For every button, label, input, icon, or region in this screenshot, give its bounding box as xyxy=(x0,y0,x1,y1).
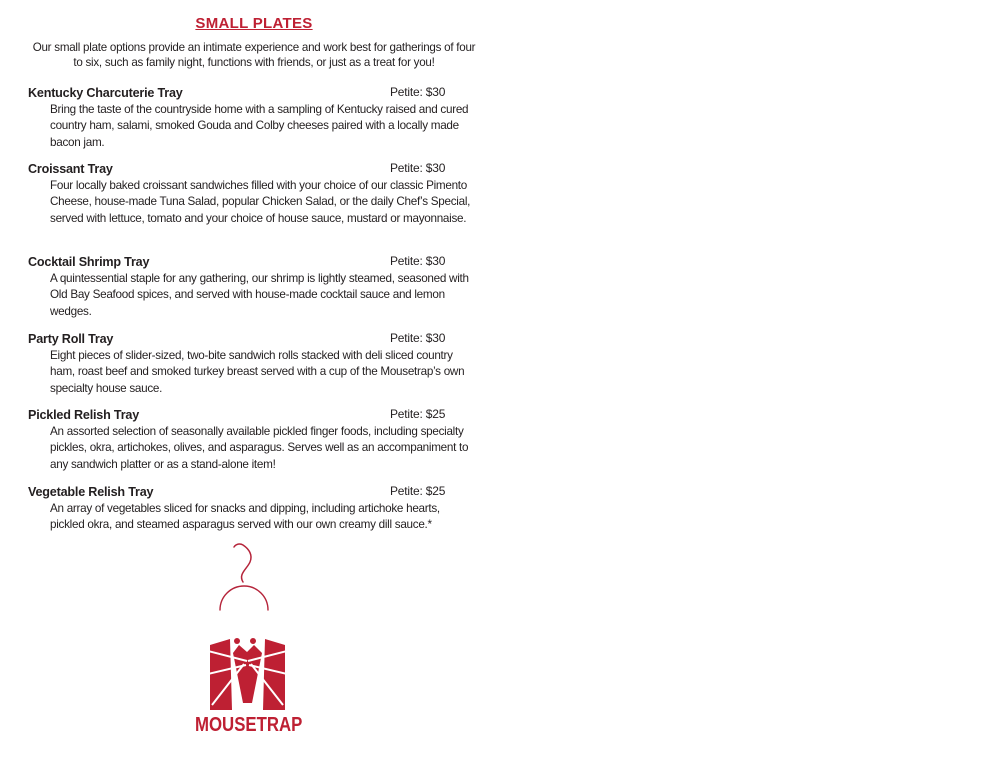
item-price: Petite: $30 xyxy=(390,331,446,345)
item-header xyxy=(28,330,480,346)
menu-item-vegetable-relish-tray xyxy=(28,483,480,534)
item-header xyxy=(28,160,480,176)
item-description: Eight pieces of slider-sized, two-bite sandwich rolls stacked with deli sliced country ham, roast beef and smoked turkey breast served with a cup of the Mousetrap’s own specialty house sauce. xyxy=(50,349,465,395)
item-header xyxy=(28,406,480,422)
item-description: An assorted selection of seasonally available pickled finger foods, including specialty pickles, okra, artichokes, olives, and asparagus. Serves well as an accompaniment to any sandwich platter or as a stand-alone item! xyxy=(50,425,469,471)
item-price: Petite: $30 xyxy=(390,85,446,99)
item-name: Party Roll Tray xyxy=(28,332,114,346)
item-name: Cocktail Shrimp Tray xyxy=(28,255,150,269)
section-title: SMALL PLATES xyxy=(195,15,313,32)
item-price: Petite: $25 xyxy=(390,484,446,498)
menu-item-pickled-relish-tray xyxy=(28,406,480,473)
mouse-m-monogram-icon xyxy=(210,637,285,710)
item-description: Four locally baked croissant sandwiches filled with your choice of our classic Pimento Cheese, house-made Tuna Salad, popular Chicken Salad, or the daily Chef’s Special, served with lettuce, tomato and your choice of house sauce, mustard or mayonnaise. xyxy=(50,179,471,225)
item-price: Petite: $30 xyxy=(390,161,446,175)
item-price: Petite: $30 xyxy=(390,254,446,268)
menu-item-party-roll-tray xyxy=(28,330,480,397)
item-name: Kentucky Charcuterie Tray xyxy=(28,86,183,100)
intro-text: Our small plate options provide an intimate experience and work best for gatherings of four to six, such as family night, functions with friends, or just as a treat for you! xyxy=(32,41,476,69)
item-description: Bring the taste of the countryside home with a sampling of Kentucky raised and cured country ham, salami, smoked Gouda and Colby cheeses paired with a locally made bacon jam. xyxy=(50,103,469,149)
menu-item-croissant-tray xyxy=(28,160,480,227)
menu-item-cocktail-shrimp-tray xyxy=(28,253,480,320)
item-header xyxy=(28,483,480,499)
item-header xyxy=(28,253,480,269)
item-name: Vegetable Relish Tray xyxy=(28,485,154,499)
item-header xyxy=(28,84,480,100)
menu-item-kentucky-charcuterie-tray xyxy=(28,84,480,151)
item-price: Petite: $25 xyxy=(390,407,446,421)
item-name: Croissant Tray xyxy=(28,162,113,176)
item-name: Pickled Relish Tray xyxy=(28,408,140,422)
mouse-tail-icon xyxy=(213,536,275,614)
item-description: An array of vegetables sliced for snacks and dipping, including artichoke hearts, pickled okra, and steamed asparagus served with our own creamy dill sauce.* xyxy=(50,502,440,532)
logo-wordmark: MOUSETRAP xyxy=(195,714,303,736)
item-description: A quintessential staple for any gathering, our shrimp is lightly steamed, seasoned with Old Bay Seafood spices, and served with house-made cocktail sauce and lemon wedges. xyxy=(50,272,469,318)
